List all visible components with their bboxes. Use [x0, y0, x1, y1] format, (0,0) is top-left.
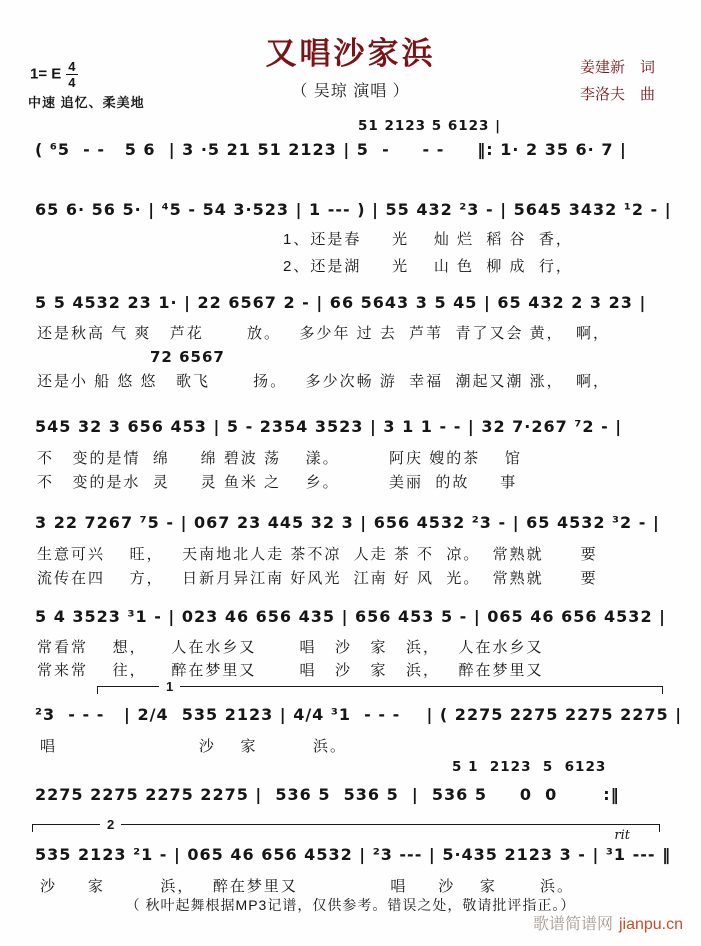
system2-lyric-verse1: 1、还是春 光 灿 烂 稻 谷 香， — [283, 231, 573, 248]
system3-notation: 5 5 4532 23 1· | 22 6567 2 - | 66 5643 3 5 45 | 65 432 2 3 23 | — [35, 293, 647, 312]
lyricist-credit: 姜建新 词 — [579, 59, 655, 76]
time-signature — [66, 60, 77, 89]
system1-grace-notes: 51 2123 5 6123 | — [358, 118, 502, 134]
transcriber-note: （ 秋叶起舞根据MP3记谱，仅供参考。错误之处，敬请批评指正。） — [125, 897, 576, 913]
system6-notation: 5 4 3523 ³1 - | 023 46 656 435 | 656 453 5 - | 065 46 656 4532 | — [35, 607, 666, 626]
system7-lyric: 唱 沙 家 浜。 — [40, 738, 348, 755]
first-ending-number: 1 — [159, 679, 180, 694]
system6-lyric-verse1: 常看常 想， 人在水乡又 唱 沙 家 浜， 人在水乡又 — [37, 639, 544, 656]
system5-lyric-verse1: 生意可兴 旺， 天南地北人走 茶不凉 人走 茶 不 凉。 常熟就 要 — [37, 546, 598, 563]
performer-subtitle: （ 吴琼 演唱 ） — [291, 83, 410, 100]
system3-lyric-verse2: 还是小 船 悠 悠 歌飞 扬。 多少次畅 游 幸福 潮起又潮 涨， 啊， — [37, 373, 611, 390]
key-label: 1= E — [30, 65, 62, 83]
composer-credit: 李洛夫 曲 — [579, 86, 655, 103]
ritardando-marking: rit — [614, 828, 630, 843]
site-url: jianpu.cn — [618, 916, 683, 933]
system4-notation: 545 32 3 656 453 | 5 - 2354 3523 | 3 1 1 - - | 32 7·267 ⁷2 - | — [35, 417, 623, 436]
system1-notation: ( ⁶5 - - 5 6 | 3 ·5 21 51 2123 | 5 - - - ‖: 1· 2 35 6· 7 | — [35, 140, 627, 159]
system3-lyric-verse1: 还是秋高 气 爽 芦花 放。 多少年 过 去 芦苇 青了又会 黄， 啊， — [37, 325, 611, 342]
song-title: 又唱沙家浜 — [265, 36, 436, 71]
system8-grace-notes: 5 1 2123 5 6123 — [452, 759, 607, 775]
system7-notation: ²3 - - - | 2/4 535 2123 | 4/4 ³1 - - - | ( 2275 2275 2275 2275 | — [35, 705, 683, 724]
system6-lyric-verse2: 常来常 往， 醉在梦里又 唱 沙 家 浜， 醉在梦里又 — [37, 662, 544, 679]
system8-notation: 2275 2275 2275 2275 | 536 5 536 5 | 536 5 0 0 :‖ — [35, 785, 620, 804]
system9-lyric: 沙 家 浜， 醉在梦里又 唱 沙 家 浜。 — [40, 878, 575, 895]
tempo-marking: 中速 追忆、柔美地 — [28, 95, 145, 110]
site-name: 歌谱简谱网 — [532, 916, 613, 933]
system4-lyric-verse2: 不 变的是水 灵 灵 鱼米 之 乡。 美丽 的故 事 — [37, 474, 518, 491]
meter-numerator: 4 — [68, 59, 76, 74]
first-ending-bracket — [97, 679, 663, 699]
system2-notation: 65 6· 56 5· | ⁴5 - 54 3·523 | 1 --- ) | 55 432 ²3 - | 5645 3432 ¹2 - | — [35, 200, 672, 219]
system9-notation: 535 2123 ²1 - | 065 46 656 4532 | ²3 --- | 5·435 2123 3 - | ³1 --- ‖ — [35, 845, 672, 864]
system5-lyric-verse2: 流传在四 方， 日新月异江南 好风光 江南 好 风 光。 常熟就 要 — [37, 570, 598, 587]
key-signature — [30, 60, 78, 89]
site-watermark — [533, 911, 683, 934]
system2-lyric-verse2: 2、还是湖 光 山 色 柳 成 行， — [283, 258, 573, 275]
credits-block — [580, 54, 655, 108]
second-ending-number: 2 — [100, 817, 121, 832]
meter-denominator: 4 — [68, 75, 76, 90]
system3-inset-notes: 72 6567 — [150, 348, 225, 366]
second-ending-bracket — [32, 817, 660, 843]
system4-lyric-verse1: 不 变的是情 绵 绵 碧波 荡 漾。 阿庆 嫂的茶 馆 — [37, 450, 522, 467]
system5-notation: 3 22 7267 ⁷5 - | 067 23 445 32 3 | 656 4532 ²3 - | 65 4532 ³2 - | — [35, 513, 660, 532]
